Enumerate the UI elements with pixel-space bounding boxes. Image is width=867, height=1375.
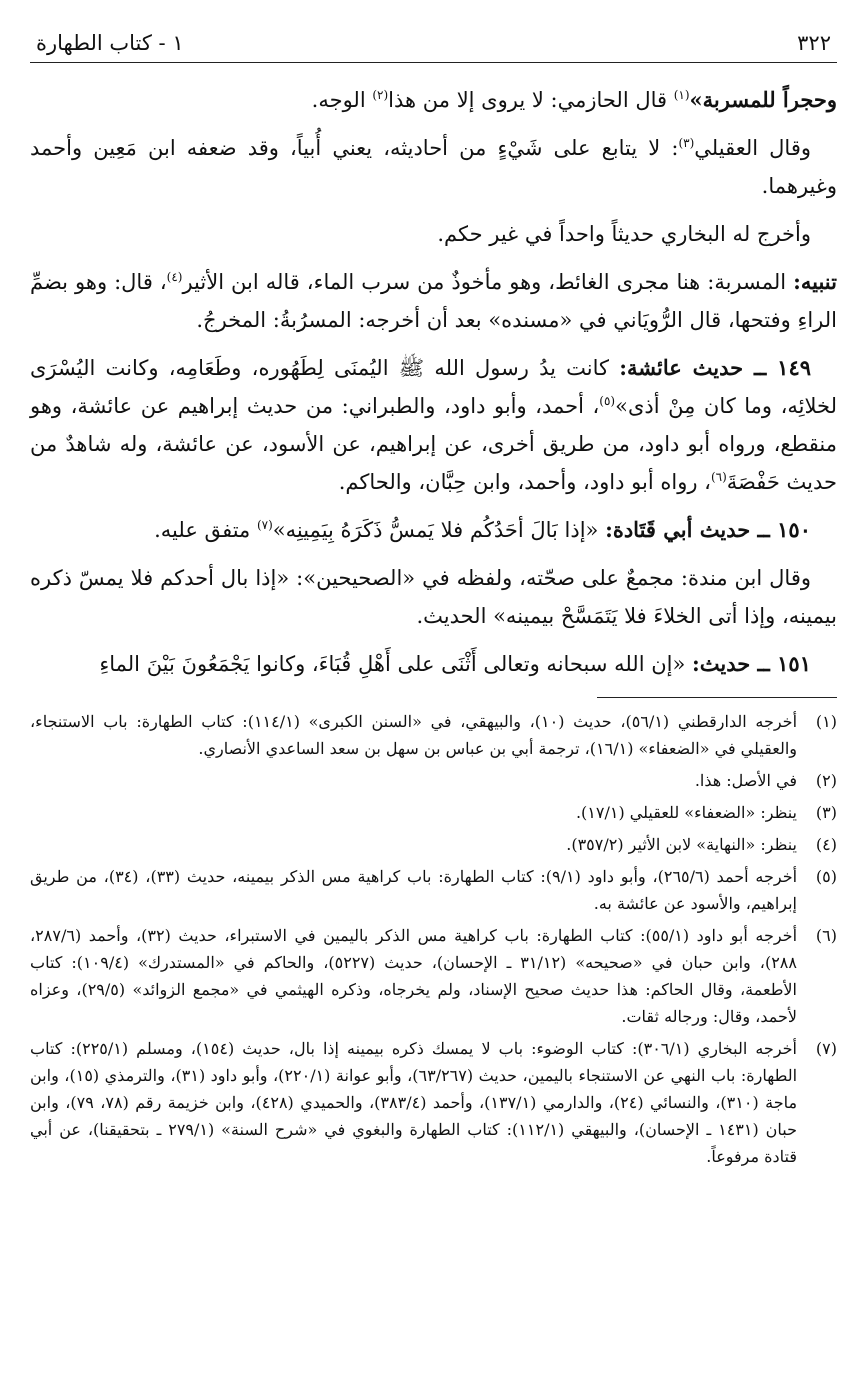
paragraph-text: «إذا بَالَ أحَدُكُم فلا يَمسُّ ذَكَرَهُ بِيَمِينِه» xyxy=(272,518,606,542)
footnote xyxy=(30,863,837,917)
footnote-text: أخرجه أحمد (٢٦٥/٦)، وأبو داود (٩/١): كتاب الطهارة: باب كراهية مس الذكر بيمينه، حديث (٣٣)، (٣٤)، من طريق إبراهيم، والأسود عن عائشة به. xyxy=(30,867,798,913)
paragraph-text: : لا يتابع على شَيْءٍ من أحاديثه، يعني أُبياً، وقد ضعفه ابن مَعِين وأحمد وغيرهما. xyxy=(30,136,837,198)
running-title: ١ - كتاب الطهارة xyxy=(36,31,184,55)
main-text xyxy=(30,81,837,683)
footnote xyxy=(30,922,837,1030)
footnote-ref: (١) xyxy=(673,88,690,102)
paragraph-text: الوجه. xyxy=(311,88,373,112)
footnote-text: أخرجه أبو داود (٥٥/١): كتاب الطهارة: باب كراهية مس الذكر باليمين في الاستبراء، حديث (٣٢)، وأحمد (٢٨٧/٦، ٢٨٨)، وابن حبان في «صحيحه» (٣١/١٢ ـ الإحسان)، حديث (٥٢٢٧)، والحاكم في «المستدرك» (١٠٩/٤): كتاب الأطعمة، وقال الحاكم: هذا حديث صحيح الإسناد، ولم يخرجاه، وذكره الهيثمي في «مجمع الزوائد» (٢٩/٥)، وعزاه لأحمد، وقال: ورجاله ثقات. xyxy=(30,926,798,1026)
paragraph xyxy=(30,129,837,205)
paragraph-lead: وحجراً للمسربة» xyxy=(689,87,837,112)
hadith-heading: ١٥٠ ــ حديث أبي قَتَادة: xyxy=(605,517,811,542)
paragraph-lead: تنبيه: xyxy=(793,269,837,294)
footnote xyxy=(30,831,837,858)
page-header xyxy=(30,28,837,63)
footnote-number: (٢) xyxy=(815,771,837,790)
footnote-number: (٥) xyxy=(815,867,837,886)
hadith-heading: ١٥١ ــ حديث: xyxy=(692,651,811,676)
footnote-text: ينظر: «النهاية» لابن الأثير (٣٥٧/٢). xyxy=(566,835,797,854)
paragraph-text: وقال ابن مندة: مجمعٌ على صحّته، ولفظه في «الصحيحين»: «إذا بال أحدكم فلا يمسّ ذكره بيمينه، وإذا أتى الخلاءَ فلا يَتَمَسَّحْ بيمينه» الحديث. xyxy=(30,566,837,628)
footnote-ref: (٢) xyxy=(372,88,389,102)
book-page xyxy=(30,28,837,1375)
footnote-separator xyxy=(597,697,837,698)
footnote-ref: (٤) xyxy=(166,270,183,284)
footnote-ref: (٧) xyxy=(256,518,273,532)
paragraph-text: قال الحازمي: لا يروى إلا من هذا xyxy=(388,88,674,112)
hadith-paragraph xyxy=(30,349,837,501)
hadith-paragraph xyxy=(30,511,837,549)
hadith-paragraph xyxy=(30,645,837,683)
footnote-ref: (٥) xyxy=(599,394,616,408)
paragraph-text: وقال العقيلي xyxy=(694,136,811,160)
footnote-text: أخرجه الدارقطني (٥٦/١)، حديث (١٠)، والبيهقي، في «السنن الكبرى» (١١٤/١): كتاب الطهارة: باب الاستنجاء، والعقيلي في «الضعفاء» (١٦/١)، ترجمة أبي بن عباس بن سهل بن سعد الساعدي الأنصاري. xyxy=(30,712,798,758)
paragraph-text: ، رواه أبو داود، وأحمد، وابن حِبَّان، والحاكم. xyxy=(338,470,711,494)
footnote-number: (١) xyxy=(815,712,837,731)
footnote-number: (٧) xyxy=(815,1039,837,1058)
footnote xyxy=(30,767,837,794)
footnote xyxy=(30,799,837,826)
footnote-number: (٦) xyxy=(815,926,837,945)
paragraph-text: كانت يدُ رسول الله ﷺ اليُمنَى لِطَهُوره، وطَعَامِه، وكانت اليُسْرَى لخلائِه، وما كان مِنْ أذى» xyxy=(30,356,837,418)
page-number: ٣٢٢ xyxy=(797,31,831,55)
footnote-text: ينظر: «الضعفاء» للعقيلي (١٧/١). xyxy=(575,803,797,822)
footnote xyxy=(30,708,837,762)
paragraph xyxy=(30,81,837,119)
paragraph xyxy=(30,263,837,339)
paragraph xyxy=(30,559,837,635)
footnote-ref: (٦) xyxy=(710,470,727,484)
paragraph-text: ، قال: وهو بضمِّ الراءِ وفتحها، قال الرُّويَاني في «مسنده» بعد أن أخرجه: المسرُبةُ: المخرجُ. xyxy=(30,270,837,332)
paragraph-text: وأخرج له البخاري حديثاً واحداً في غير حكم. xyxy=(437,222,811,246)
paragraph-text: المسربة: هنا مجرى الغائط، وهو مأخوذٌ من سرب الماء، قاله ابن الأثير xyxy=(182,270,794,294)
footnotes xyxy=(30,708,837,1170)
paragraph-text: «إن الله سبحانه وتعالى أَثْنَى على أَهْلِ قُبَاءَ، وكانوا يَجْمَعُونَ بَيْنَ الماءِ xyxy=(99,652,692,676)
footnote-number: (٤) xyxy=(815,835,837,854)
footnote-number: (٣) xyxy=(815,803,837,822)
footnote-text: أخرجه البخاري (٣٠٦/١): كتاب الوضوء: باب لا يمسك ذكره بيمينه إذا بال، حديث (١٥٤)، ومسلم (٢٢٥/١): كتاب الطهارة: باب النهي عن الاستنجاء باليمين، حديث (٦٣/٢٦٧)، وأبو عوانة (٢٢٠/١)، وأبو داود (٣١)، والترمذي (١٥)، وابن ماجة (٣١٠)، والنسائي (٢٤)، والدارمي (١٣٧/١)، وأحمد (٣٨٣/٤)، والحميدي (٤٢٨)، وابن خزيمة رقم (٧٨، ٧٩)، وابن حبان (١٤٣١ ـ الإحسان)، والبيهقي (١١٢/١): كتاب الطهارة والبغوي في «شرح السنة» (٢٧٩/١ ـ بتحقيقنا)، عن أبي قتادة مرفوعاً. xyxy=(30,1039,798,1166)
footnote-text: في الأصل: هذا. xyxy=(694,771,797,790)
hadith-heading: ١٤٩ ــ حديث عائشة: xyxy=(619,355,812,380)
paragraph xyxy=(30,215,837,253)
paragraph-text: متفق عليه. xyxy=(154,518,257,542)
footnote xyxy=(30,1035,837,1170)
paragraph-text: ، أحمد، وأبو داود، والطبراني: من حديث إبراهيم عن عائشة، وهو منقطع، ورواه أبو داود، من طريق أخرى، عن إبراهيم، عن الأسود، عن عائشة، وله شاهدٌ من حديث حَفْصَةَ xyxy=(30,394,837,494)
footnote-ref: (٣) xyxy=(678,136,695,150)
